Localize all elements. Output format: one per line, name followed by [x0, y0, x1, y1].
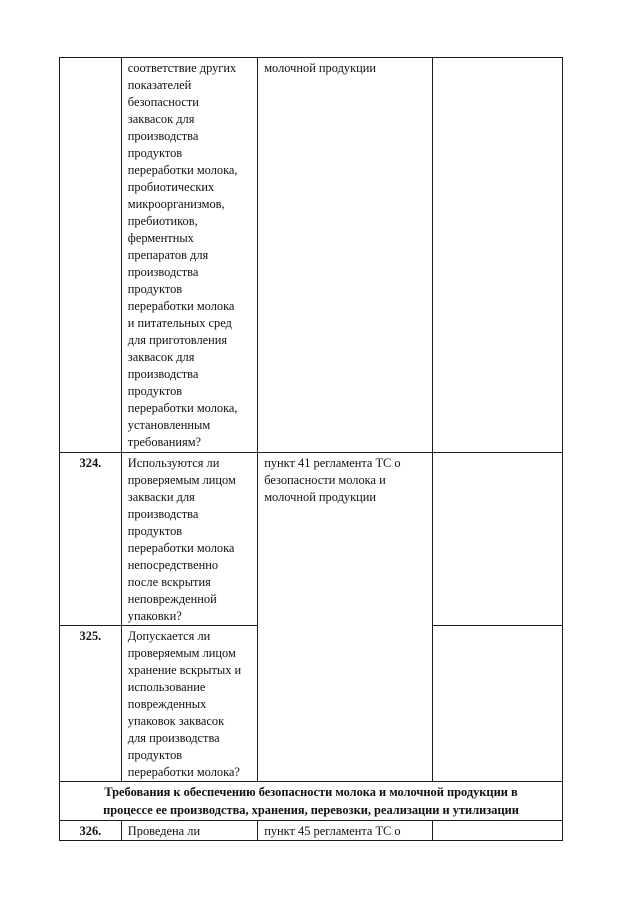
section-heading: Требования к обеспечению безопасности молока и молочной продукции в процессе ее производства, хранения, перевозки, реализации и утилизации [60, 782, 563, 821]
regulation-reference: молочной продукции [258, 58, 433, 453]
item-number: 325. [60, 626, 122, 782]
section-heading-row [60, 782, 563, 821]
regulation-reference: пункт 45 регламента ТС о [258, 821, 433, 841]
item-number: 326. [60, 821, 122, 841]
regulation-reference: пункт 41 регламента ТС о безопасности молока и молочной продукции [258, 453, 433, 782]
note-cell [432, 58, 562, 453]
question-text: Проведена ли [121, 821, 257, 841]
requirements-table [59, 57, 563, 841]
item-number: 324. [60, 453, 122, 626]
note-cell [432, 821, 562, 841]
question-text: Допускается ли проверяемым лицом хранение вскрытых и использование поврежденных упаковок заквасок для производства продуктов переработки молока? [121, 626, 257, 782]
question-text: соответствие других показателей безопасности заквасок для производства продуктов переработки молока, пробиотических микроорганизмов, пребиотиков, ферментных препаратов для производства продуктов переработки молока и питательных сред для приготовления заквасок для производства продуктов переработки молока, установленным требованиям? [121, 58, 257, 453]
question-text: Используются ли проверяемым лицом закваски для производства продуктов переработки молока непосредственно после вскрытия неповрежденной упаковки? [121, 453, 257, 626]
item-number [60, 58, 122, 453]
note-cell [432, 453, 562, 626]
table-row [60, 58, 563, 453]
note-cell [432, 626, 562, 782]
table-row [60, 821, 563, 841]
table-row [60, 453, 563, 626]
